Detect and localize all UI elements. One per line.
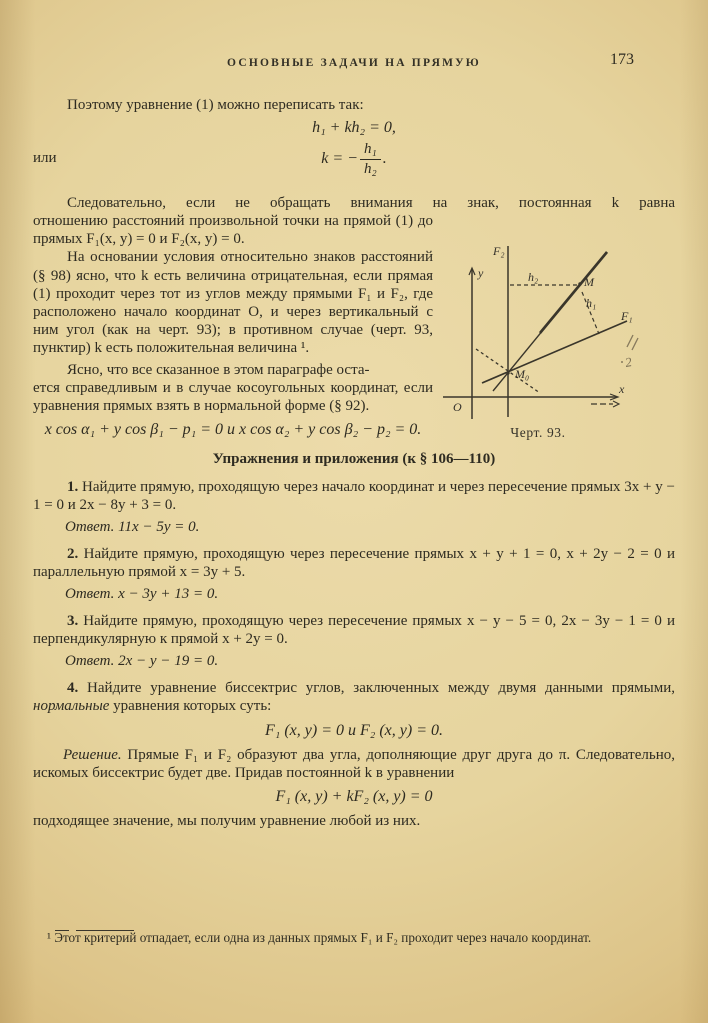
- or-word: или: [33, 150, 57, 167]
- h2-label: h₂: [528, 270, 539, 284]
- y-axis-label: y: [478, 266, 484, 280]
- running-header: ОСНОВНЫЕ ЗАДАЧИ НА ПРЯМУЮ: [227, 57, 481, 69]
- exercise-2: [33, 545, 675, 581]
- exercise-3: [33, 612, 675, 648]
- fraction: [360, 141, 381, 178]
- pencil-annotation: 2: [623, 354, 633, 370]
- exercise-1-answer: [65, 518, 675, 536]
- fraction-lhs: k = −: [321, 150, 358, 168]
- remark-line1: Ясно, что все сказанное в этом параграфе оста-: [67, 362, 370, 379]
- exercise-1: [33, 478, 675, 514]
- footnote-rule: [55, 922, 675, 928]
- exercise-1-number: 1.: [67, 478, 79, 495]
- exercise-3-number: 3.: [67, 613, 79, 630]
- point-m0-label: M₀: [515, 367, 530, 381]
- equation-normal-forms: x cos α₁ + y cos β₁ − p₁ = 0 и x cos α₂ + y cos β₂ − p₂ = 0.: [44, 421, 422, 439]
- figure-drawing: [441, 243, 695, 447]
- answer-equation: x − 3y + 13 = 0.: [118, 585, 219, 602]
- pencil-dot-icon: [621, 361, 623, 363]
- origin-label: O: [453, 400, 462, 414]
- exercise-4-emphasis: нормальные: [33, 698, 110, 715]
- f1-label: F₁: [621, 309, 633, 323]
- exercise-4-number: 4.: [67, 680, 79, 697]
- k-ratio-lead-line: Следовательно, если не обращать внимания на знак, постоянная k равна: [67, 195, 675, 212]
- h1-label: h₁: [586, 296, 597, 310]
- exercise-3-answer: [65, 652, 675, 670]
- line-1-bold-segment: [540, 252, 607, 333]
- solution-paragraph: [33, 746, 675, 782]
- point-m-label: M: [584, 275, 594, 289]
- footnote-text: ¹ Этот критерий отпадает, если одна из данных прямых F₁ и F₂ проходит через начало координат.: [47, 930, 592, 945]
- equation-h1-kh2: h₁ + kh₂ = 0,: [312, 119, 396, 137]
- intro-paragraph: [33, 96, 675, 114]
- fraction-denominator: h₂: [363, 161, 377, 178]
- f2-label: F₂: [493, 244, 505, 258]
- exercises-heading: Упражнения и приложения (к § 106—110): [212, 451, 496, 468]
- k-ratio-body: отношению расстояний произвольной точки на прямой (1) до прямых F₁(x, y) = 0 и F₂(x, y) = 0.: [33, 212, 675, 248]
- equation-k-fraction: [33, 141, 675, 178]
- figure-chert-93: [441, 243, 695, 447]
- intro-text: Поэтому уравнение (1) можно переписать так:: [67, 97, 364, 113]
- exercise-2-number: 2.: [67, 545, 79, 562]
- answer-label: Ответ.: [65, 653, 115, 670]
- exercise-2-answer: [65, 585, 675, 603]
- point-m-dot: [578, 282, 581, 285]
- answer-equation: 2x − y − 19 = 0.: [118, 653, 219, 670]
- x-axis-label: x: [619, 382, 625, 396]
- closing-paragraph: подходящее значение, мы получим уравнение любой из них.: [33, 812, 421, 829]
- remark-rest: ется справедливым и в случае косоугольных координат, если уравнения прямых взять в нормальной форме (§ 92).: [33, 380, 433, 415]
- point-m0-dot: [506, 371, 509, 374]
- exercise-2-text: Найдите прямую, проходящую через пересечение прямых x + y + 1 = 0, x + 2y − 2 = 0 и параллельную прямой x = 3y + 5.: [33, 545, 676, 580]
- equation-f1-f2: F₁ (x, y) = 0 и F₂ (x, y) = 0.: [265, 721, 443, 739]
- figure-caption: Черт. 93.: [510, 425, 566, 440]
- answer-equation: 11x − 5y = 0.: [118, 518, 200, 535]
- exercise-4-text-after: уравнения которых суть:: [109, 698, 272, 715]
- equation-bisector: F₁ (x, y) + kF₂ (x, y) = 0: [275, 787, 433, 805]
- solution-text: Прямые F₁ и F₂ образуют два угла, дополняющие друг друга до π. Следовательно, искомых биссектрис будет две. Придав постоянной k в уравнении: [33, 746, 675, 781]
- exercise-3-text: Найдите прямую, проходящую через пересечение прямых x − y − 5 = 0, 2x − 3y − 1 = 0 и перпендикулярную к прямой x + 2y = 0.: [33, 613, 675, 648]
- dashed-arrow-head-icon: [613, 401, 619, 407]
- exercise-1-text: Найдите прямую, проходящую через начало координат и через пересечение прямых 3x + y − 1 = 0 и 2x − 8y + 3 = 0.: [33, 478, 675, 513]
- fraction-tail: .: [382, 150, 387, 168]
- pencil-slash-icon: [627, 335, 633, 347]
- fraction-numerator: h₁: [360, 141, 381, 160]
- page-number: 173: [610, 51, 634, 68]
- pencil-slash-icon: [632, 338, 638, 350]
- exercise-4: [33, 679, 675, 715]
- page-body: [33, 96, 675, 830]
- answer-label: Ответ.: [65, 518, 115, 535]
- footnote-block: [33, 922, 675, 946]
- k-sign-paragraph: На основании условия относительно знаков расстояний (§ 98) ясно, что k есть величина отрицательная, если прямая (1) проходит через тот из углов между прямыми F₁ и F₂, где расположено начало координат O, и через вертикальный с ним угол (как на черт. 93); в противном случае (черт. 93, пунктир) k есть положительная величина ¹.: [33, 249, 433, 356]
- exercise-4-text-before: Найдите уравнение биссектрис углов, заключенных между двумя данными прямыми,: [87, 680, 676, 697]
- answer-label: Ответ.: [65, 585, 115, 602]
- line-f1: [482, 321, 627, 383]
- solution-label: Решение.: [63, 746, 122, 763]
